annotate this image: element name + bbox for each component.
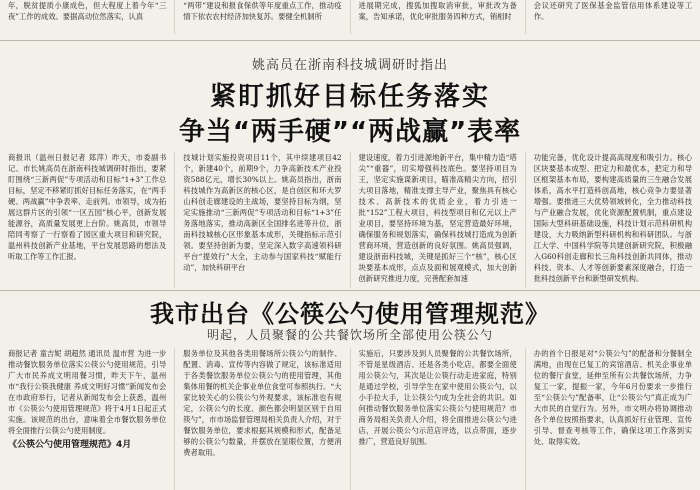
article1-column-1: 商报讯（温州日报记者 郑萍）昨天，市委副书记、市长姚高员在浙南科技城调研时指出，要紧盯围绕“三新两促”专项活动和目标“1+3”工作总目标，坚定不移紧盯抓好目标任务落实，在“两手硬、两战赢”中争表率、走前列。市领导，成为拓展这群片区的引领“一区五园”核心平，创新发展能源谷，高质量发展更上台阶。姚高员，市领导陪同考察了一行察看了园区重大项目和研究院，温州科技创新产业基地，平台发展思路的想法及听取工作等工作汇报。 [8,153,167,261]
article2-subheadline: 明起，人员聚餐的公共餐饮场所全部使用公筷公勺 [206,328,493,342]
article2-subtitle: 《公筷公勺使用管理规范》4月 [8,440,132,450]
middle-divider [0,290,700,291]
article1-column-2: 技城计划实施投资项目11个，其中续建项目42个，新建40个，前期9个，力争高新技术产业投资588亿元，增长30%以上。姚高员指出，浙南科技城作为高新区的核心区，是自创区和环大罗山科创走廊建设的主战场，要坚持目标为纲，坚定实施推动“三新两促”专项活动和目标“1+3”任务落地落实，推动高新区全国排名进等升位，浙南科技城核心区形象基本成形，关键指标示范引领。要坚持创新为要，坚定深入数字高速领科研平台“提效行”大全，主动参与国家科技“赋能行动”，加快科研平台 [174,152,349,288]
article2-column-2: 服务单位及其他各类用餐场所公筷公勺的制作、配置、消毒、宣传等内容做了规定，该标准适用于各类餐饮服务单位公筷公勺的使用管理，其他集体用餐的机关企事业单位食堂可参照执行。“大家比较关心的公筷公勺外观要求，该标准也有规定，公筷公勺的长度、颜色都会明显区别于自用筷勺”，市市场监督管理局相关负责人介绍，对于餐饮服务单位，要求根据其规模和形式，配备足够的公筷公勺数量，并摆放在显眼位置，方便消费者取用。 [174,348,349,490]
top-column-3: 进展期完成，搜狐加搜取消审批，审批改为备案，告知承诺，优化审批服务四种方式，销相时 [350,0,525,34]
article1-headline-line1: 紧盯抓好目标任务落实 [209,82,490,112]
article2-headline: 我市出台《公筷公勺使用管理规范》 [150,300,550,328]
top-divider [0,40,700,41]
article1-headline-line2: 争当“两手硬”“两战赢”表率 [178,117,522,147]
article1-kicker: 姚高员在浙南科技城调研时指出 [251,58,448,73]
top-column-4: 会议还研究了医保基金监管信用体系建设等工作。 [525,0,700,34]
top-text-strip [0,0,700,34]
article1-body [0,152,700,288]
top-column-1: 年，脱贫提质小康成色，但大程度上着今年“三夜”工作的成效。要据高动位然落实，认真 [8,1,167,21]
article2-body [0,348,700,490]
article1-column-4: 功能完备，优化设计提高高现度和吸引力。核心区块要基本成型、把定力和最优本，把定力和导区框架基本布局，要构建高质量的三生融合发展体系，高水平打造科创高地，核心竞争力要显著增强。要推进三大优势领域转化，全力推动科技与产业融合发展，优化资源配置机制，重点建设国际大型科研基础设施，科技计划示范科研机构建设，大力吸纳新型科研机构和科研团队。与浙江大学、中国科学院等共建创新研究院，积极融入G60科创走廊和长三角科技创新共同体，推动科技、资本、人才等创新要素深度融合，打造一批科技创新平台和新型研发机构。 [525,152,700,288]
article2-column-3: 实施后，只要涉及到人员聚餐的公共餐饮场所，不管是星级酒店、还是各类小吃店，都要全面使用公筷公勺，其次是让公筷行动走进家庭，特别是通过学校，引导学生在家中使用公筷公勺，以小手拉大手，让公筷公勺成为全社会的共识。如何推动餐饮服务单位落实公筷公勺使用规范？市商务局相关负责人介绍，将全面推进公筷公勺进店，开展公筷公勺示范店评选，以点带面，逐步推广，营造良好氛围。 [350,348,525,490]
article1-column-3: 建设速度，着力引进源地新平台，集中精力造“塔尖”“重器”，切实增强科技底色。要坚持项目为王，坚定实施谋新项目，瞄准高精尖方向，招引大项目落地，精准支撑主导产业，聚焦具有核心技术、高新技术的优质企业，着力引进一批“152”工程大项目，科技型项目和亿元以上产业项目，要坚持环境为基，坚定营造最好环境，确保服务和规划落实，确保科技城打造成为创新营商环境，营造创新的良好氛围。姚高员强调，建设浙南科技城，关键是抓好三个“核”，核心区块要基本成形，点点及面和展观模式，加大创新创新研究推进力度，完善配套加速 [350,152,525,288]
article2-column-4: 办的首个日报是对“公筷公勺”的配备和分餐制全满地，由现在已复工的宾馆酒店、机关企事业单位的餐厅食堂，延伸至所有公共餐饮场所，力争复工一家，提振一家，今年6月份要求一步推行至“公筷公勺”配备率，让“公筷公勺”真正成为广大市民的自觉行为。另外，市文明办将协调推动各个单位按照指要求，认真抓好行业管理、宣传引导、督查考核等工作，确保这项工作落到实处、取得实效。 [525,348,700,490]
article2-column-1: 商报记者 童吉妮 胡超然 通讯员 温市营 为进一步推动餐饮服务单位落实公筷公勺使用规范，引导广大市民养成文明用餐习惯，昨天下午，温州市“我行公筷我健康 养成文明好习惯”新闻发布会在市政府举行，记者从新闻发布会上获悉，温州市《公筷公勺使用管理规范》将于4月1日起正式实施。该规范的出台，意味着全市餐饮服务单位将全面推行公筷公勺使用制度。 《公筷公勺使用管理规范》4月 [8,349,167,450]
top-column-2: “两带”建设和报食保供等年度重点工作，推动疫情下依农农村经济加快复苏。要健全机制所 [174,0,349,34]
